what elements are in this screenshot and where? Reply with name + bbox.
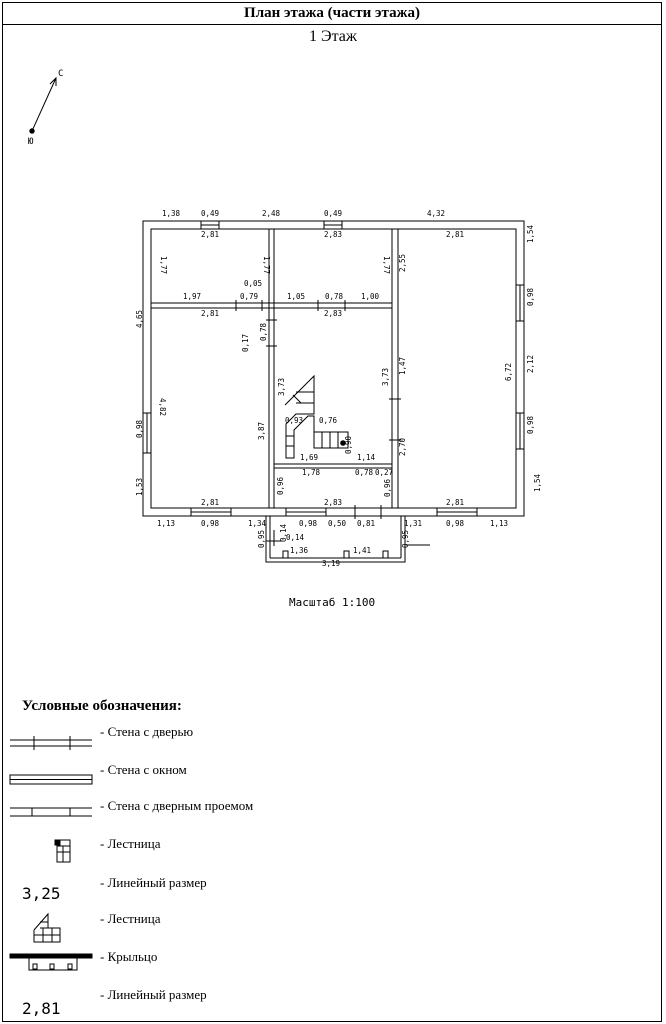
dim-label: 1,97 <box>183 292 202 301</box>
dim-label: 0,98 <box>201 519 220 528</box>
compass-icon <box>30 78 56 133</box>
dim-label: 0,78 <box>325 292 344 301</box>
dim-label: 6,72 <box>504 362 513 381</box>
dim-label: 2,81 <box>446 230 465 239</box>
dim-label: 3,73 <box>381 367 390 386</box>
dim-label: 1,36 <box>290 546 309 555</box>
legend-item: - Лестница <box>100 911 161 926</box>
dim-label: 1,54 <box>526 224 535 243</box>
dim-label: 3,73 <box>277 377 286 396</box>
legend-symbols <box>10 736 92 970</box>
dim-label: 0,95 <box>401 529 410 548</box>
dim-label: 0,96 <box>383 478 392 497</box>
dim-label: 0,95 <box>257 529 266 548</box>
legend-stair-large-icon <box>34 914 60 942</box>
dim-label: 1,77 <box>262 256 271 275</box>
legend-wall-window-icon <box>10 775 92 784</box>
dim-label: 2,81 <box>201 309 220 318</box>
dim-label: 0,76 <box>319 416 338 425</box>
dim-label: 1,31 <box>404 519 423 528</box>
dim-label: 0,14 <box>279 523 288 542</box>
legend-wall-door-icon <box>10 736 92 750</box>
legend-stair-icon <box>55 840 70 862</box>
dim-label: 1,54 <box>533 473 542 492</box>
dim-label: 2,70 <box>398 437 407 456</box>
dim-label: 0,98 <box>446 519 465 528</box>
dim-label: 0,14 <box>286 533 305 542</box>
dim-label: 0,05 <box>244 279 263 288</box>
legend-sample-dimension: 2,81 <box>22 999 61 1018</box>
dim-label: 0,49 <box>324 209 343 218</box>
dim-label: 1,77 <box>159 256 168 275</box>
legend-item: - Стена с дверью <box>100 724 194 739</box>
dim-label: 2,83 <box>324 230 343 239</box>
dim-label: 4,65 <box>135 309 144 328</box>
scale-label: Масштаб 1:100 <box>289 596 376 609</box>
dim-label: 2,81 <box>201 498 220 507</box>
dim-label: 0,98 <box>526 415 535 434</box>
dim-label: 1,77 <box>382 256 391 275</box>
dim-label: 1,14 <box>357 453 376 462</box>
dim-label: 1,34 <box>248 519 267 528</box>
dim-label: 1,38 <box>162 209 181 218</box>
dim-label: 0,79 <box>240 292 259 301</box>
dim-label: 0,98 <box>299 519 318 528</box>
dim-label: 0,50 <box>328 519 347 528</box>
dim-label: 1,78 <box>302 468 321 477</box>
legend-item: - Стена с дверным проемом <box>100 798 254 813</box>
legend-item: - Линейный размер <box>100 987 207 1002</box>
dim-label: 3,87 <box>257 421 266 440</box>
dim-label: 0,78 <box>355 468 374 477</box>
dim-label: 2,81 <box>446 498 465 507</box>
page-title: План этажа (части этажа) <box>2 2 662 25</box>
compass-south: Ю <box>28 137 34 147</box>
floor-label: 1 Этаж <box>309 28 357 45</box>
legend-wall-doorway-icon <box>10 808 92 816</box>
windows <box>143 221 524 516</box>
dim-label: 1,13 <box>157 519 176 528</box>
dim-label: 1,53 <box>135 477 144 496</box>
dim-label: 0,96 <box>276 476 285 495</box>
dim-label: 1,05 <box>287 292 306 301</box>
dim-label: 1,69 <box>300 453 319 462</box>
dim-label: 0,17 <box>241 333 250 352</box>
dim-label: 4,82 <box>158 398 167 417</box>
dim-label: 0,27 <box>375 468 394 477</box>
dim-label: 3,19 <box>322 559 341 568</box>
legend-item: - Крыльцо <box>100 949 158 964</box>
dim-label: 2,12 <box>526 354 535 373</box>
dim-label: 2,48 <box>262 209 281 218</box>
dim-label: 1,41 <box>353 546 372 555</box>
dim-label: 1,00 <box>361 292 380 301</box>
dim-label: 2,83 <box>324 498 343 507</box>
dim-label: 0,90 <box>344 435 353 454</box>
dim-label: 0,49 <box>201 209 220 218</box>
dim-label: 1,47 <box>398 356 407 375</box>
dim-label: 0,98 <box>135 419 144 438</box>
dim-label: 2,81 <box>201 230 220 239</box>
legend-sample-dimension: 3,25 <box>22 884 61 903</box>
dim-label: 1,13 <box>490 519 509 528</box>
compass-north: С <box>58 69 64 79</box>
dim-label: 2,83 <box>324 309 343 318</box>
dim-label: 0,78 <box>259 322 268 341</box>
dim-label: 0,93 <box>285 416 304 425</box>
dim-label: 0,98 <box>526 287 535 306</box>
legend-porch-icon <box>10 954 92 970</box>
dim-label: 4,32 <box>427 209 446 218</box>
legend-title: Условные обозначения: <box>22 698 182 714</box>
dim-label: 0,81 <box>357 519 376 528</box>
legend-item: - Стена с окном <box>100 762 187 777</box>
legend-item: - Линейный размер <box>100 875 207 890</box>
dim-label: 2,55 <box>398 253 407 272</box>
legend-item: - Лестница <box>100 836 161 851</box>
